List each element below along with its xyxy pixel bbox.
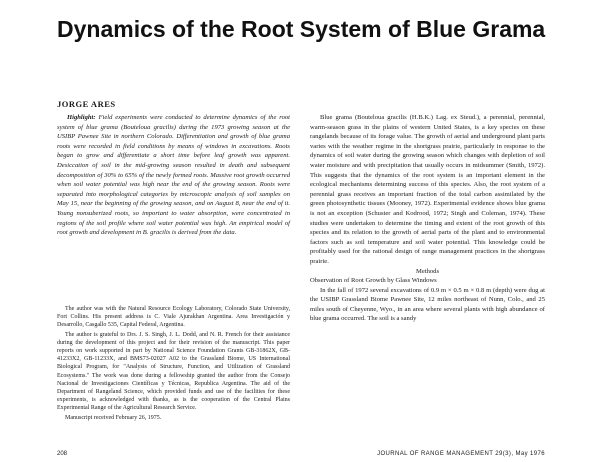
abstract-lead: Highlight: (67, 114, 96, 121)
right-column (310, 113, 545, 324)
journal-citation: JOURNAL OF RANGE MANAGEMENT 29(3), May 1976 (377, 451, 545, 457)
section-heading-methods: Methods (415, 267, 440, 275)
abstract (57, 113, 290, 238)
note-received: Manuscript received February 26, 1975. (65, 414, 162, 421)
abstract-text: Field experiments were conducted to determine dynamics of the root system of blue grama (Bouteloua gracilis) during the 1973 growing season at the USIBP Pawnee Site in northern Colorado. Differentiation and growth of blue grama roots were recorded in field conditions by means of windows in excavations. Roots began to grow and differentiate a short time before leaf growth was apparent. Desiccation of soil in the mid-growing season resulted in death and subsequent decomposition of 30% to 65% of the newly formed roots. Massive root growth occurred when soil water potential was high near the end of the growing season. Roots were separated into morphological categories by microscopic analysis of soil samples on May 15, near the beginning of the growing season, and on August 8, near the end of it. Young nonsuberized roots, so important to water absorption, were concentrated in regions of the soil profile where soil water potential was high. An empirical model of root growth and development in B. gracilis is derived from the data. (57, 114, 291, 237)
methods-paragraph: In the fall of 1972 several excavations of 0.9 m × 0.5 m × 0.8 m (depth) were dug at the USIBP Grassland Biome Pawnee Site, 12 miles northeast of Nunn, Colo., and 25 miles south of Cheyenne, Wyo., in an area where several plants with high abundance of blue grama occurred. The soil is a sandy (310, 286, 545, 323)
intro-paragraph: Blue grama (Bouteloua gracilis (H.B.K.) Lag. ex Steud.), a perennial, perennial, warm-season grass in the plains of western United States, is a key species on these rangelands because of its forage value. The growth of aerial and underground plant parts varies with the weather regime in the shortgrass prairie, particularly in response to the dynamics of soil water during the growing season which changes with depletion of soil water moisture and with precipitation that usually occurs in midsummer (Smith, 1972). This suggests that the dynamics of the root system is an important element in the ecological mechanisms determining success of this species. Also, the root system of a perennial grass receives an important fraction of the total carbon assimilated by the green photosynthetic tissues (Mooney, 1972). Experimental evidence shows blue grama is not an exception (Schuster and Kodrood, 1972; Singh and Coleman, 1974). These studies were undertaken to determine the timing and extent of the root growth of this species and its relation to the growth of aerial parts of the plant and to environmental factors such as soil temperature and soil water potential. This knowledge could be profitably used for the rational design of range management practices in the shortgrass prairie. (310, 114, 545, 265)
author-name: JORGE ARES (57, 99, 116, 109)
note-acknowledgment: The author is grateful to Drs. J. S. Singh, J. L. Dodd, and N. R. French for their assistance during the development of this project and for their revision of the manuscript. This paper reports on work supported in part by National Science Foundation Grants GB-31862X, GB-41233X2, GB-11233X, and BMS73-02027 A02 to the Grassland Biome, US International Biological Program, for "Analysis of Structure, Function, and Utilization of Grassland Ecosystems." The work was done during a fellowship granted the author from the Consejo Nacional de Investigaciones Científicas y Técnicas, Republica Argentina. The aid of the Department of Rangeland Science, which provided funds and use of the facilities for these experiments, is acknowledged with thanks, as is the cooperation of the Central Plains Experimental Range of the Agricultural Research Service. (57, 331, 290, 412)
subsection-heading: Observation of Root Growth by Glass Windows (310, 277, 437, 285)
note-affiliation: The author was with the Natural Resource Ecology Laboratory, Colorado State University, Fort Collins. His present address is C. Viale Ajurakhan Argentina. Area Investigación y Desarrollo, Casgallo 535, Capital Federal, Argentina. (57, 306, 290, 329)
page-footer (57, 450, 545, 458)
author-notes (57, 305, 290, 423)
article-title: Dynamics of the Root System of Blue Grama (57, 16, 546, 42)
left-column (57, 113, 290, 238)
page-number: 208 (57, 451, 68, 457)
